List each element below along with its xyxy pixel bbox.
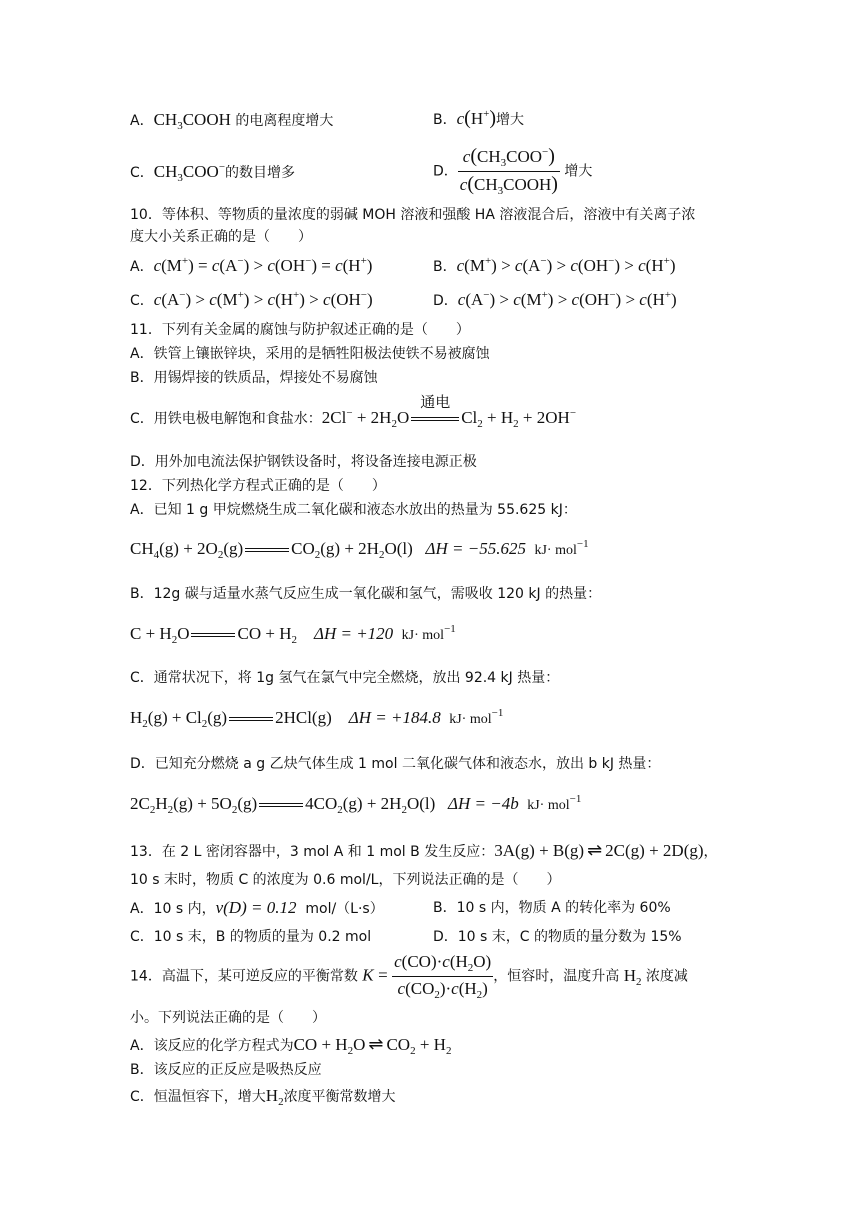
q12-option-b: B．12g 碳与适量水蒸气反应生成一氧化碳和氢气，需吸收 120 kJ 的热量：	[130, 586, 602, 602]
q13-option-a: A．10 s 内，v(D) = 0.12 mol/（L·s）	[130, 898, 384, 917]
q12-option-d: D．已知充分燃烧 a g 乙炔气体生成 1 mol 二氧化碳气体和液态水，放出 b kJ 热量：	[130, 756, 661, 772]
dh-b: ΔH = +120	[313, 624, 394, 643]
q12-stem: 12．下列热化学方程式正确的是（ ）	[130, 478, 386, 494]
dh-c: ΔH = +184.8	[348, 708, 441, 727]
q14-option-b: B．该反应的正反应是吸热反应	[130, 1062, 322, 1078]
q14-option-c: C．恒温恒容下，增大$H_2$浓度平衡常数增大	[130, 1086, 396, 1108]
q12-equation-d: $2C_2H_2(g) + 5O_2(g) 4CO_2(g) + 2H_2O(l) \Delta H = -4b$ kJ· mol$^{-1}$	[130, 793, 582, 816]
q9-fraction: $\frac{c(CH_3COO^-)}{c(CH_3COOH)}$	[459, 145, 558, 197]
q10-option-c: C．c(A−) > c(M+) > c(H+) > c(OH−)	[130, 289, 373, 309]
dh-a: ΔH = −55.625	[425, 539, 526, 558]
q12-equation-c: $H_2(g) + Cl_2(g)$ 2HCl(g) ΔH = +184.8 kJ· mol$^{-1}$	[130, 707, 504, 730]
q11-stem: 11．下列有关金属的腐蚀与防护叙述正确的是（ ）	[130, 322, 470, 338]
q10-option-b: B．c(M+) > c(A−) > c(OH−) > c(H+)	[433, 255, 676, 275]
q10-stem-1: 10．等体积、等物质的量浓度的弱碱 MOH 溶液和强酸 HA 溶液混合后，溶液中有关离子浓	[130, 207, 696, 223]
q14-stem-1: 14．高温下，某可逆反应的平衡常数 K = $\frac{c(CO)\cdot c(H_2O)}{c(CO_2)\cdot c(H_2)}$ ，恒容时，温度升高 $H_2$ 浓度减	[130, 952, 688, 1001]
q10-option-d: D．c(A−) > c(M+) > c(OH−) > c(H+)	[433, 289, 677, 309]
q9-option-c: C．$CH_3COO^-$的数目增多	[130, 161, 296, 184]
q12-option-a: A．已知 1 g 甲烷燃烧生成二氧化碳和液态水放出的热量为 55.625 kJ：	[130, 502, 577, 518]
q10-option-a: A．c(M+) = c(A−) > c(OH−) = c(H+)	[130, 255, 373, 275]
q12-equation-a: $CH_4(g) + 2O_2(g) CO_2(g) + 2H_2O(l) \Delta H = -55.625$ kJ· mol$^{-1}$	[130, 538, 589, 561]
q9-option-b: B．c(H+)增大	[433, 107, 524, 129]
q13-option-b: B．10 s 内，物质 A 的转化率为 60%	[433, 900, 671, 916]
q13-option-d: D．10 s 末，C 的物质的量分数为 15%	[433, 929, 682, 945]
q11-option-a: A．铁管上镶嵌锌块，采用的是牺牲阳极法使铁不易被腐蚀	[130, 346, 490, 362]
q9-option-d: D． $\frac{c(CH_3COO^-)}{c(CH_3COOH)}$ 增大	[433, 145, 593, 197]
q11-option-d: D．用外加电流法保护钢铁设备时，将设备连接电源正极	[130, 454, 477, 470]
q13-stem-2: 10 s 末时，物质 C 的浓度为 0.6 mol/L，下列说法正确的是（ ）	[130, 872, 561, 888]
q11-option-c: C．用铁电极电解饱和食盐水：$2Cl^- + 2H_2O$ 通电 $Cl_2 + H_2 + 2OH^-$	[130, 393, 577, 430]
equilibrium-constant-fraction: $\frac{c(CO)\cdot c(H_2O)}{c(CO_2)\cdot c(H_2)}$	[394, 952, 492, 1001]
q12-option-c: C．通常状况下，将 1g 氢气在氯气中完全燃烧，放出 92.4 kJ 热量：	[130, 670, 560, 686]
q13-stem-1: 13．在 2 L 密闭容器中，3 mol A 和 1 mol B 发生反应：3A(g) + B(g) ⇌ 2C(g) + 2D(g)，	[130, 840, 718, 860]
q12-equation-b: $C + H_2O$ CO + $H_2$ ΔH = +120 kJ· mol$^{-1}$	[130, 623, 456, 646]
q11-option-b: B．用锡焊接的铁质品，焊接处不易腐蚀	[130, 370, 378, 386]
q9-option-a: A．$CH_3COOH$ 的电离程度增大	[130, 110, 334, 132]
electrolysis-condition: 通电	[420, 393, 451, 411]
q10-stem-2: 度大小关系正确的是（ ）	[130, 229, 312, 245]
q14-stem-2: 小。下列说法正确的是（ ）	[130, 1010, 326, 1026]
q14-option-a: A．该反应的化学方程式为CO + $H_2O$ ⇌ $CO_2 + H_2$	[130, 1034, 452, 1057]
q13-option-c: C．10 s 末，B 的物质的量为 0.2 mol	[130, 929, 372, 945]
dh-d: ΔH = −4b	[448, 794, 519, 813]
